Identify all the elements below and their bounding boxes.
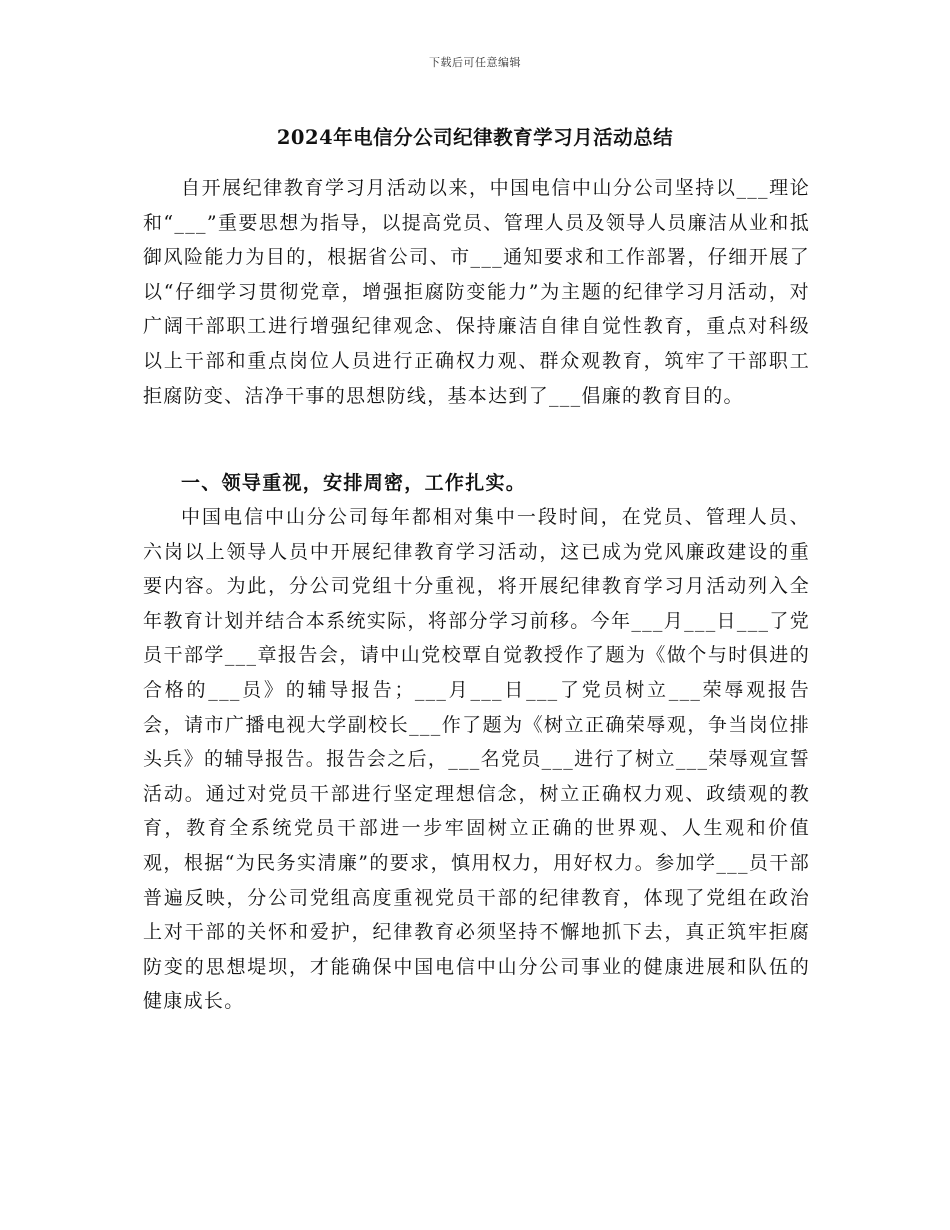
section-heading-text: 一、领导重视，安排周密，工作扎实。	[181, 472, 527, 494]
page-header-note: 下载后可任意编辑	[429, 56, 521, 69]
section-heading	[143, 466, 810, 501]
document-title: 2024年电信分公司纪律教育学习月活动总结	[276, 126, 674, 149]
paragraph-text: 中国电信中山分公司每年都相对集中一段时间，在党员、管理人员、六岗以上领导人员中开展纪律教育学习活动，这已成为党风廉政建设的重要内容。为此，分公司党组十分重视，将开展纪律教育学习月活动列入全年教育计划并结合本系统实际，将部分学习前移。今年___月___日___了党员干部学___章报告会，请中山党校覃自觉教授作了题为《做个与时俱进的合格的___员》的辅导报告；___月___日___了党员树立___荣辱观报告会，请市广播电视大学副校长___作了题为《树立正确荣辱观，争当岗位排头兵》的辅导报告。报告会之后，___名党员___进行了树立___荣辱观宣誓活动。通过对党员干部进行坚定理想信念，树立正确权力观、政绩观的教育，教育全系统党员干部进一步牢固树立正确的世界观、人生观和价值观，根据“为民务实清廉”的要求，慎用权力，用好权力。参加学___员干部普遍反映，分公司党组高度重视党员干部的纪律教育，体现了党组在政治上对干部的关怀和爱护，纪律教育必须坚持不懈地抓下去，真正筑牢拒腐防变的思想堤坝，才能确保中国电信中山分公司事业的健康进展和队伍的健康成长。	[143, 506, 810, 1013]
body-paragraph-intro	[143, 171, 810, 413]
body-paragraph-section-1	[143, 500, 810, 1019]
paragraph-text: 自开展纪律教育学习月活动以来，中国电信中山分公司坚持以___理论和“___”重要思想为指导，以提高党员、管理人员及领导人员廉洁从业和抵御风险能力为目的，根据省公司、市___通知要求和工作部署，仔细开展了以“仔细学习贯彻党章，增强拒腐防变能力”为主题的纪律学习月活动，对广阔干部职工进行增强纪律观念、保持廉洁自律自觉性教育，重点对科级以上干部和重点岗位人员进行正确权力观、群众观教育，筑牢了干部职工拒腐防变、洁净干事的思想防线，基本达到了___倡廉的教育目的。	[143, 177, 810, 407]
